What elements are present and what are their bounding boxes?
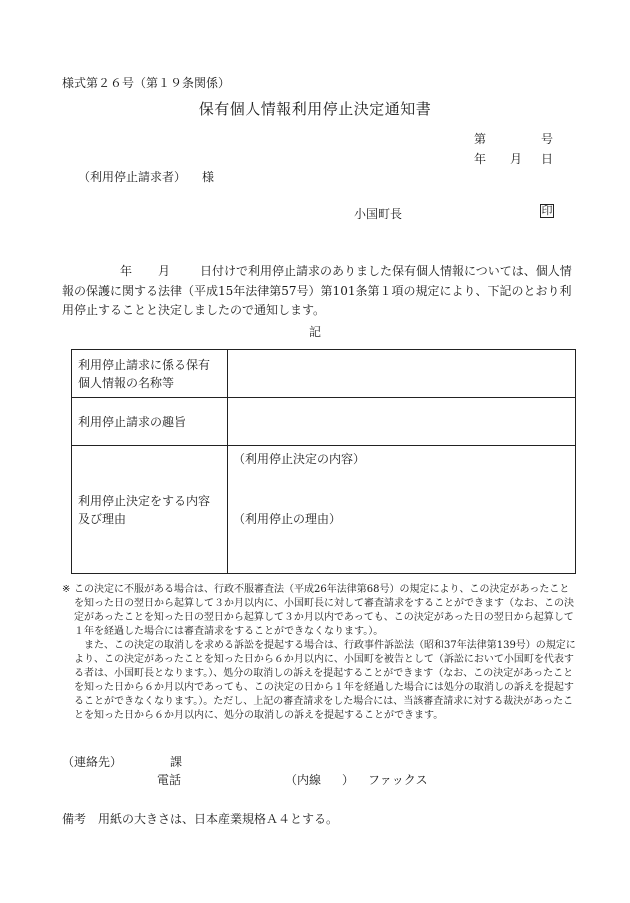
- note-mark: ※: [62, 584, 71, 595]
- contact-phone-label: 電話: [157, 773, 182, 787]
- issuer-name: 小国町長: [354, 207, 403, 221]
- remarks: 備考 用紙の大きさは、日本産業規格Ａ４とする。: [62, 812, 339, 826]
- recipient-honorific: 様: [202, 170, 215, 184]
- table-row: [72, 398, 575, 446]
- body-text-line1: 日付けで利用停止請求のありました保有個人情報については、個人情報: [62, 264, 572, 298]
- row3-label: 利用停止決定をする内容及び理由: [72, 446, 228, 573]
- row3-content-heading: （利用停止決定の内容）: [233, 452, 366, 466]
- contact-label: （連絡先）: [62, 755, 123, 769]
- seal-mark: 印: [541, 204, 553, 217]
- recipient-label: （利用停止請求者）: [78, 170, 187, 184]
- row1-label: 利用停止請求に係る保有個人情報の名称等: [72, 350, 228, 397]
- ki-heading: 記: [308, 325, 321, 339]
- body-month-label: 月: [158, 264, 171, 278]
- note-paragraph-1: この決定に不服がある場合は、行政不服審査法（平成26年法律第68号）の規定により、この決定があったことを知った日の翌日から起算して３か月以内に、小国町長に対して審査請求をすることができます（なお、この決定があったことを知った日の翌日から起算して３か月以内であっても、この決定があった日の翌日から起算して１年を経過した場合には審査請求をすることができなくなります。）。: [74, 584, 574, 637]
- detail-table: [71, 349, 576, 574]
- table-row: [72, 446, 575, 573]
- body-year-label: 年: [120, 264, 133, 278]
- note-paragraph-2: また、この決定の取消しを求める訴訟を提起する場合は、行政事件訴訟法（昭和37年法律第139号）の規定により、この決定があったことを知った日から６か月以内に、小国町を被告として（訴訟において小国町を代表する者は、小国町長となります。）、処分の取消しの訴えを提起することができます（なお、この決定があったことを知った日から６か月以内であっても、この決定の日から１年を経過した場合には処分の取消しの訴えを提起することができなくなります。）。ただし、上記の審査請求をした場合には、当該審査請求に対する裁決があったことを知った日から６か月以内に、処分の取消しの訴えを提起することができます。: [74, 640, 576, 721]
- table-row: [72, 350, 575, 398]
- row2-value: [229, 398, 575, 445]
- doc-number-dai: 第: [474, 132, 487, 146]
- form-number: 様式第２６号（第１９条関係）: [62, 76, 231, 90]
- body-text-rest: の保護に関する法律（平成15年法律第57号）第101条第１項の規定により、下記のとおり利用停止することと決定しましたので通知します。: [62, 283, 572, 317]
- doc-number-go: 号: [541, 132, 554, 146]
- page-title: 保有個人情報利用停止決定通知書: [198, 100, 432, 118]
- contact-extension-label: （内線: [285, 773, 322, 787]
- row1-value: [229, 350, 575, 397]
- appeal-notice: [62, 583, 577, 723]
- row3-reason-heading: （利用停止の理由）: [233, 512, 342, 526]
- date-month-label: 月: [510, 152, 523, 166]
- date-day-label: 日: [541, 152, 554, 166]
- contact-section: 課: [170, 755, 183, 769]
- contact-fax-label: ファックス: [368, 773, 428, 787]
- row3-value: [229, 446, 575, 573]
- contact-extension-close: ）: [342, 773, 355, 787]
- row2-label: 利用停止請求の趣旨: [72, 398, 228, 445]
- notice-body: [62, 262, 574, 321]
- date-year-label: 年: [474, 152, 487, 166]
